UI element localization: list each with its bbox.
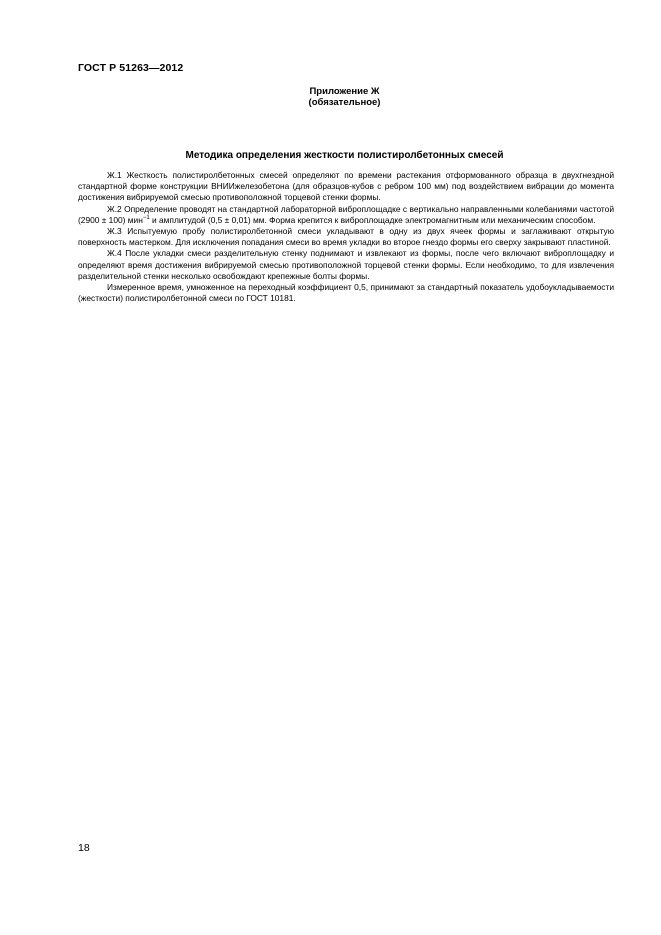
annex-title: Приложение Ж xyxy=(309,86,380,97)
standard-code: ГОСТ Р 51263—2012 xyxy=(78,62,184,74)
paragraph-zh2-text-b: и амплитудой (0,5 ± 0,01) мм. Форма крепится к виброплощадке электромагнитным или механическим способом. xyxy=(149,214,596,225)
section-title: Методика определения жесткости полистиролбетонных смесей xyxy=(185,150,504,161)
paragraph-zh2-superscript: −1 xyxy=(142,215,150,222)
annex-status: (обязательное) xyxy=(308,97,381,108)
body-text xyxy=(78,170,614,304)
paragraph-zh2-text-a: Ж.2 Определение проводят на стандартной лабораторной виброплощадке с вертикально направленными колебаниями частотой (2900 ± 100) мин xyxy=(78,203,614,225)
paragraph-zh2 xyxy=(78,204,614,226)
page-number: 18 xyxy=(78,842,90,854)
paragraph-zh4: Ж.4 После укладки смеси разделительную стенку поднимают и извлекают из формы, после чего включают виброплощадку и определяют время достижения вибрируемой смесью противоположной торцевой стенки формы. Если необходимо, то для извлечения разделительной стенки несколько освобождают крепежные болты формы. xyxy=(78,248,614,281)
annex-heading xyxy=(0,86,661,108)
paragraph-measured-time: Измеренное время, умноженное на переходный коэффициент 0,5, принимают за стандартный показатель удобоукладываемости (жесткости) полистиролбетонной смеси по ГОСТ 10181. xyxy=(78,282,614,304)
paragraph-zh3: Ж.3 Испытуемую пробу полистиролбетонной смеси укладывают в одну из двух ячеек формы и заглаживают открытую поверхность мастерком. Для исключения попадания смеси во время укладки во второе гнездо формы его сверху закрывают пластиной. xyxy=(78,226,614,248)
paragraph-zh1: Ж.1 Жесткость полистиролбетонных смесей определяют по времени растекания отформованного образца в двухгнездной стандартной форме конструкции ВНИИжелезобетона (для образцов-кубов с ребром 100 мм) под воздействием вибрации до момента достижения вибрируемой смесью противоположной торцевой стенки формы. xyxy=(78,170,614,203)
